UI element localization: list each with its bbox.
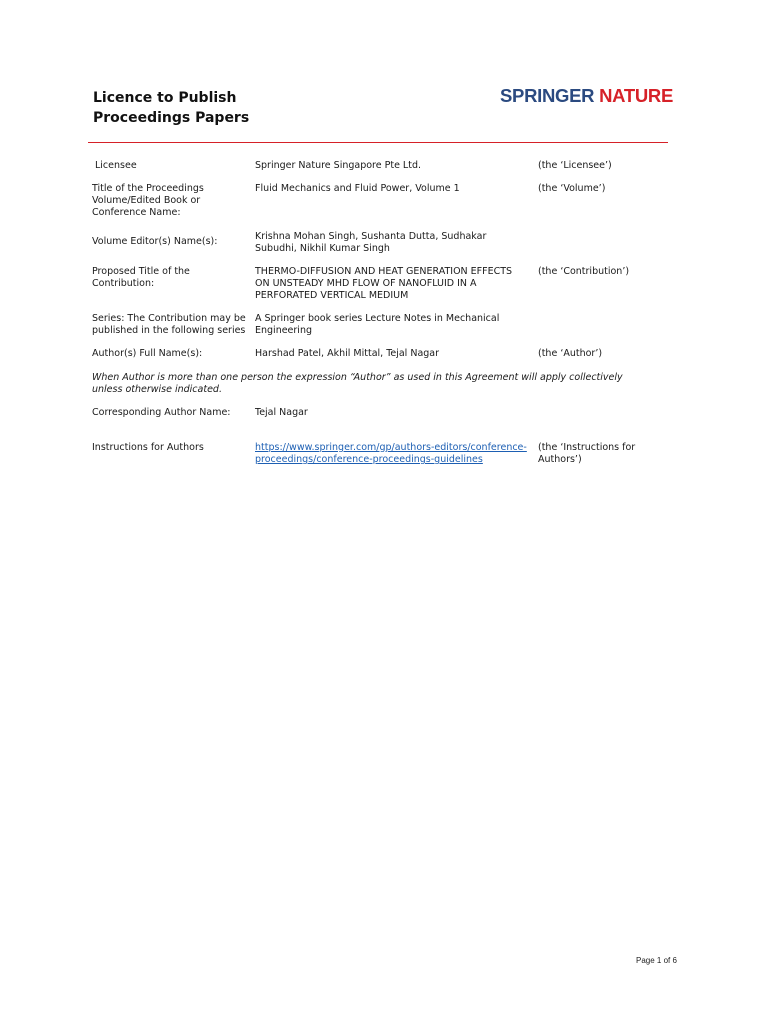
volume-label: Title of the Proceedings Volume/Edited Book or Conference Name: xyxy=(92,183,204,218)
header-divider xyxy=(88,142,668,143)
instructions-link-line-1[interactable]: https://www.springer.com/gp/authors-editors/conference- xyxy=(255,442,527,453)
licensee-note: (the ‘Licensee’) xyxy=(538,160,612,171)
authors-note: (the ‘Author’) xyxy=(538,348,603,359)
licensee-value: Springer Nature Singapore Pte Ltd. xyxy=(255,160,421,171)
licensee-label: Licensee xyxy=(95,160,137,171)
series-label: Series: The Contribution may be published in the following series xyxy=(92,313,246,336)
contribution-label: Proposed Title of the Contribution: xyxy=(92,266,190,289)
series-value: A Springer book series Lecture Notes in Mechanical Engineering xyxy=(255,313,500,336)
editors-label: Volume Editor(s) Name(s): xyxy=(92,236,218,247)
page-title xyxy=(93,88,249,128)
instructions-link[interactable] xyxy=(255,442,527,466)
volume-note: (the ‘Volume’) xyxy=(538,183,606,194)
contribution-value: THERMO-DIFFUSION AND HEAT GENERATION EFFECTS ON UNSTEADY MHD FLOW OF NANOFLUID IN A PERFORATED VERTICAL MEDIUM xyxy=(255,266,513,301)
title-line-2: Proceedings Papers xyxy=(93,110,250,126)
corresponding-author-value: Tejal Nagar xyxy=(255,407,308,418)
logo-nature-text: NATURE xyxy=(599,85,673,106)
instructions-link-line-2[interactable]: proceedings/conference-proceedings-guidelines xyxy=(255,454,483,465)
author-definition-note: When Author is more than one person the expression “Author” as used in this Agreement will apply collectively unless otherwise indicated. xyxy=(92,372,623,395)
corresponding-author-label: Corresponding Author Name: xyxy=(92,407,231,418)
authors-label: Author(s) Full Name(s): xyxy=(92,348,203,359)
springer-nature-logo xyxy=(500,85,673,107)
page-number: Page 1 of 6 xyxy=(636,956,677,965)
authors-value: Harshad Patel, Akhil Mittal, Tejal Nagar xyxy=(255,348,440,359)
logo-springer-text: SPRINGER xyxy=(500,85,595,106)
contribution-note: (the ‘Contribution’) xyxy=(538,266,630,277)
instructions-label: Instructions for Authors xyxy=(92,442,204,453)
instructions-note: (the ‘Instructions for Authors’) xyxy=(538,442,636,465)
title-line-1: Licence to Publish xyxy=(93,90,237,106)
editors-value: Krishna Mohan Singh, Sushanta Dutta, Sudhakar Subudhi, Nikhil Kumar Singh xyxy=(255,231,487,254)
volume-value: Fluid Mechanics and Fluid Power, Volume 1 xyxy=(255,183,460,194)
